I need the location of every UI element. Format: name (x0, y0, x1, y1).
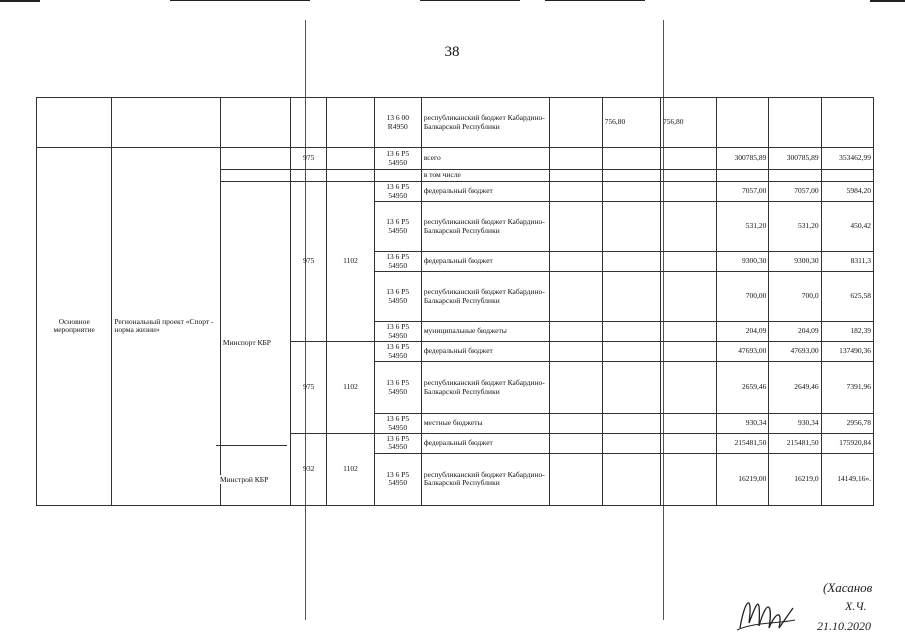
value-cell: 2659,46 (717, 362, 769, 414)
status-cell (37, 98, 112, 148)
value-cell: 204,09 (717, 322, 769, 342)
rzpr-cell (327, 170, 374, 182)
table-row (37, 98, 874, 148)
source-cell: республиканский бюджет Кабардино-Балкарской Республики (421, 202, 550, 252)
value-cell: 531,20 (717, 202, 769, 252)
value-cell: 137490,36 (821, 342, 873, 362)
table-row (37, 148, 874, 170)
grbs-cell: 975 (291, 148, 327, 170)
source-cell: федеральный бюджет (421, 252, 550, 272)
source-cell: федеральный бюджет (421, 182, 550, 202)
ministry-build-label: Минстрой КБР (218, 475, 288, 484)
rzpr-cell (327, 98, 374, 148)
grbs-cell: 975 (291, 342, 327, 434)
ministry-build-border (216, 445, 287, 446)
value-cell (602, 148, 660, 170)
source-cell: республиканский бюджет Кабардино-Балкарской Республики (421, 453, 550, 505)
code-cell: 13 6 P5 54950 (374, 252, 421, 272)
code-cell: 13 6 P5 54950 (374, 362, 421, 414)
project-name-cell: Региональный проект «Спорт - норма жизни» (112, 148, 221, 506)
value-cell: 300785,89 (769, 148, 821, 170)
value-cell: 47693,00 (769, 342, 821, 362)
page-number: 38 (444, 44, 460, 60)
executor-cell (220, 148, 290, 170)
value-cell: 625,58 (821, 272, 873, 322)
value-cell: 215481,50 (717, 434, 769, 454)
rzpr-cell: 1102 (327, 342, 374, 434)
value-cell: 16219,00 (717, 453, 769, 505)
value-cell (821, 98, 873, 148)
value-cell: 756,80 (602, 98, 660, 148)
scan-line-top-left (0, 0, 40, 2)
value-cell: 204,09 (769, 322, 821, 342)
value-cell (660, 148, 716, 170)
code-cell: 13 6 P5 54950 (374, 148, 421, 170)
value-cell (550, 98, 602, 148)
value-cell: 930,34 (769, 414, 821, 434)
signature (735, 578, 900, 636)
code-cell: 13 6 P5 54950 (374, 414, 421, 434)
value-cell: 930,34 (717, 414, 769, 434)
executor-cell (220, 98, 290, 148)
signature-name: (Хасанов (823, 580, 873, 595)
scan-line-top-mid2 (420, 0, 520, 1)
value-cell: 182,39 (821, 322, 873, 342)
scan-line-top-right (545, 0, 645, 1)
code-cell: 13 6 P5 54950 (374, 182, 421, 202)
value-cell: 14149,16». (821, 453, 873, 505)
code-cell: 13 6 00 R4950 (374, 98, 421, 148)
source-cell: республиканский бюджет Кабардино-Балкарской Республики (421, 272, 550, 322)
value-cell: 353462,99 (821, 148, 873, 170)
code-cell: 13 6 P5 54950 (374, 342, 421, 362)
value-cell: 9300,30 (717, 252, 769, 272)
value-cell: 16219,0 (769, 453, 821, 505)
value-cell: 700,0 (769, 272, 821, 322)
value-cell (769, 98, 821, 148)
value-cell: 700,00 (717, 272, 769, 322)
code-cell: 13 6 P5 54950 (374, 453, 421, 505)
value-cell: 7057,00 (717, 182, 769, 202)
signature-date: 21.10.2020 (817, 619, 871, 633)
value-cell (550, 148, 602, 170)
value-cell: 215481,50 (769, 434, 821, 454)
executor-cell (220, 170, 290, 182)
signature-scribble (740, 603, 793, 628)
value-cell: 8311,3 (821, 252, 873, 272)
code-cell: 13 6 P5 54950 (374, 272, 421, 322)
source-cell: муниципальные бюджеты (421, 322, 550, 342)
value-cell: 300785,89 (717, 148, 769, 170)
value-cell: 531,20 (769, 202, 821, 252)
status-cell: Основное мероприятие (37, 148, 112, 506)
budget-table (36, 97, 874, 506)
signature-stroke (737, 620, 795, 630)
scan-line-top-far (870, 0, 905, 2)
grbs-cell: 975 (291, 182, 327, 342)
rzpr-cell: 1102 (327, 182, 374, 342)
value-cell: 7391,96 (821, 362, 873, 414)
source-cell: всего (421, 148, 550, 170)
code-cell: 13 6 P5 54950 (374, 434, 421, 454)
value-cell: 175920,84 (821, 434, 873, 454)
source-cell: местные бюджеты (421, 414, 550, 434)
grbs-cell (291, 170, 327, 182)
signature-initials: Х.Ч. (845, 599, 867, 613)
source-cell: в том числе (421, 170, 550, 182)
grbs-cell (291, 98, 327, 148)
executor-cell: Минспорт КБР (220, 182, 290, 506)
name-cell (112, 98, 221, 148)
source-cell: республиканский бюджет Кабардино-Балкарской Республики (421, 98, 550, 148)
code-cell: 13 6 P5 54950 (374, 202, 421, 252)
source-cell: федеральный бюджет (421, 342, 550, 362)
scan-line-top-mid (170, 0, 310, 1)
value-cell: 47693,00 (717, 342, 769, 362)
code-cell: 13 6 P5 54950 (374, 322, 421, 342)
value-cell: 756,80 (660, 98, 716, 148)
value-cell: 450,42 (821, 202, 873, 252)
rzpr-cell: 1102 (327, 434, 374, 506)
grbs-cell: 932 (291, 434, 327, 506)
value-cell: 5984,20 (821, 182, 873, 202)
value-cell (717, 98, 769, 148)
value-cell: 7057,00 (769, 182, 821, 202)
value-cell: 2649,46 (769, 362, 821, 414)
source-cell: республиканский бюджет Кабардино-Балкарской Республики (421, 362, 550, 414)
value-cell: 9300,30 (769, 252, 821, 272)
rzpr-cell (327, 148, 374, 170)
value-cell: 2956,78 (821, 414, 873, 434)
code-cell (374, 170, 421, 182)
source-cell: федеральный бюджет (421, 434, 550, 454)
